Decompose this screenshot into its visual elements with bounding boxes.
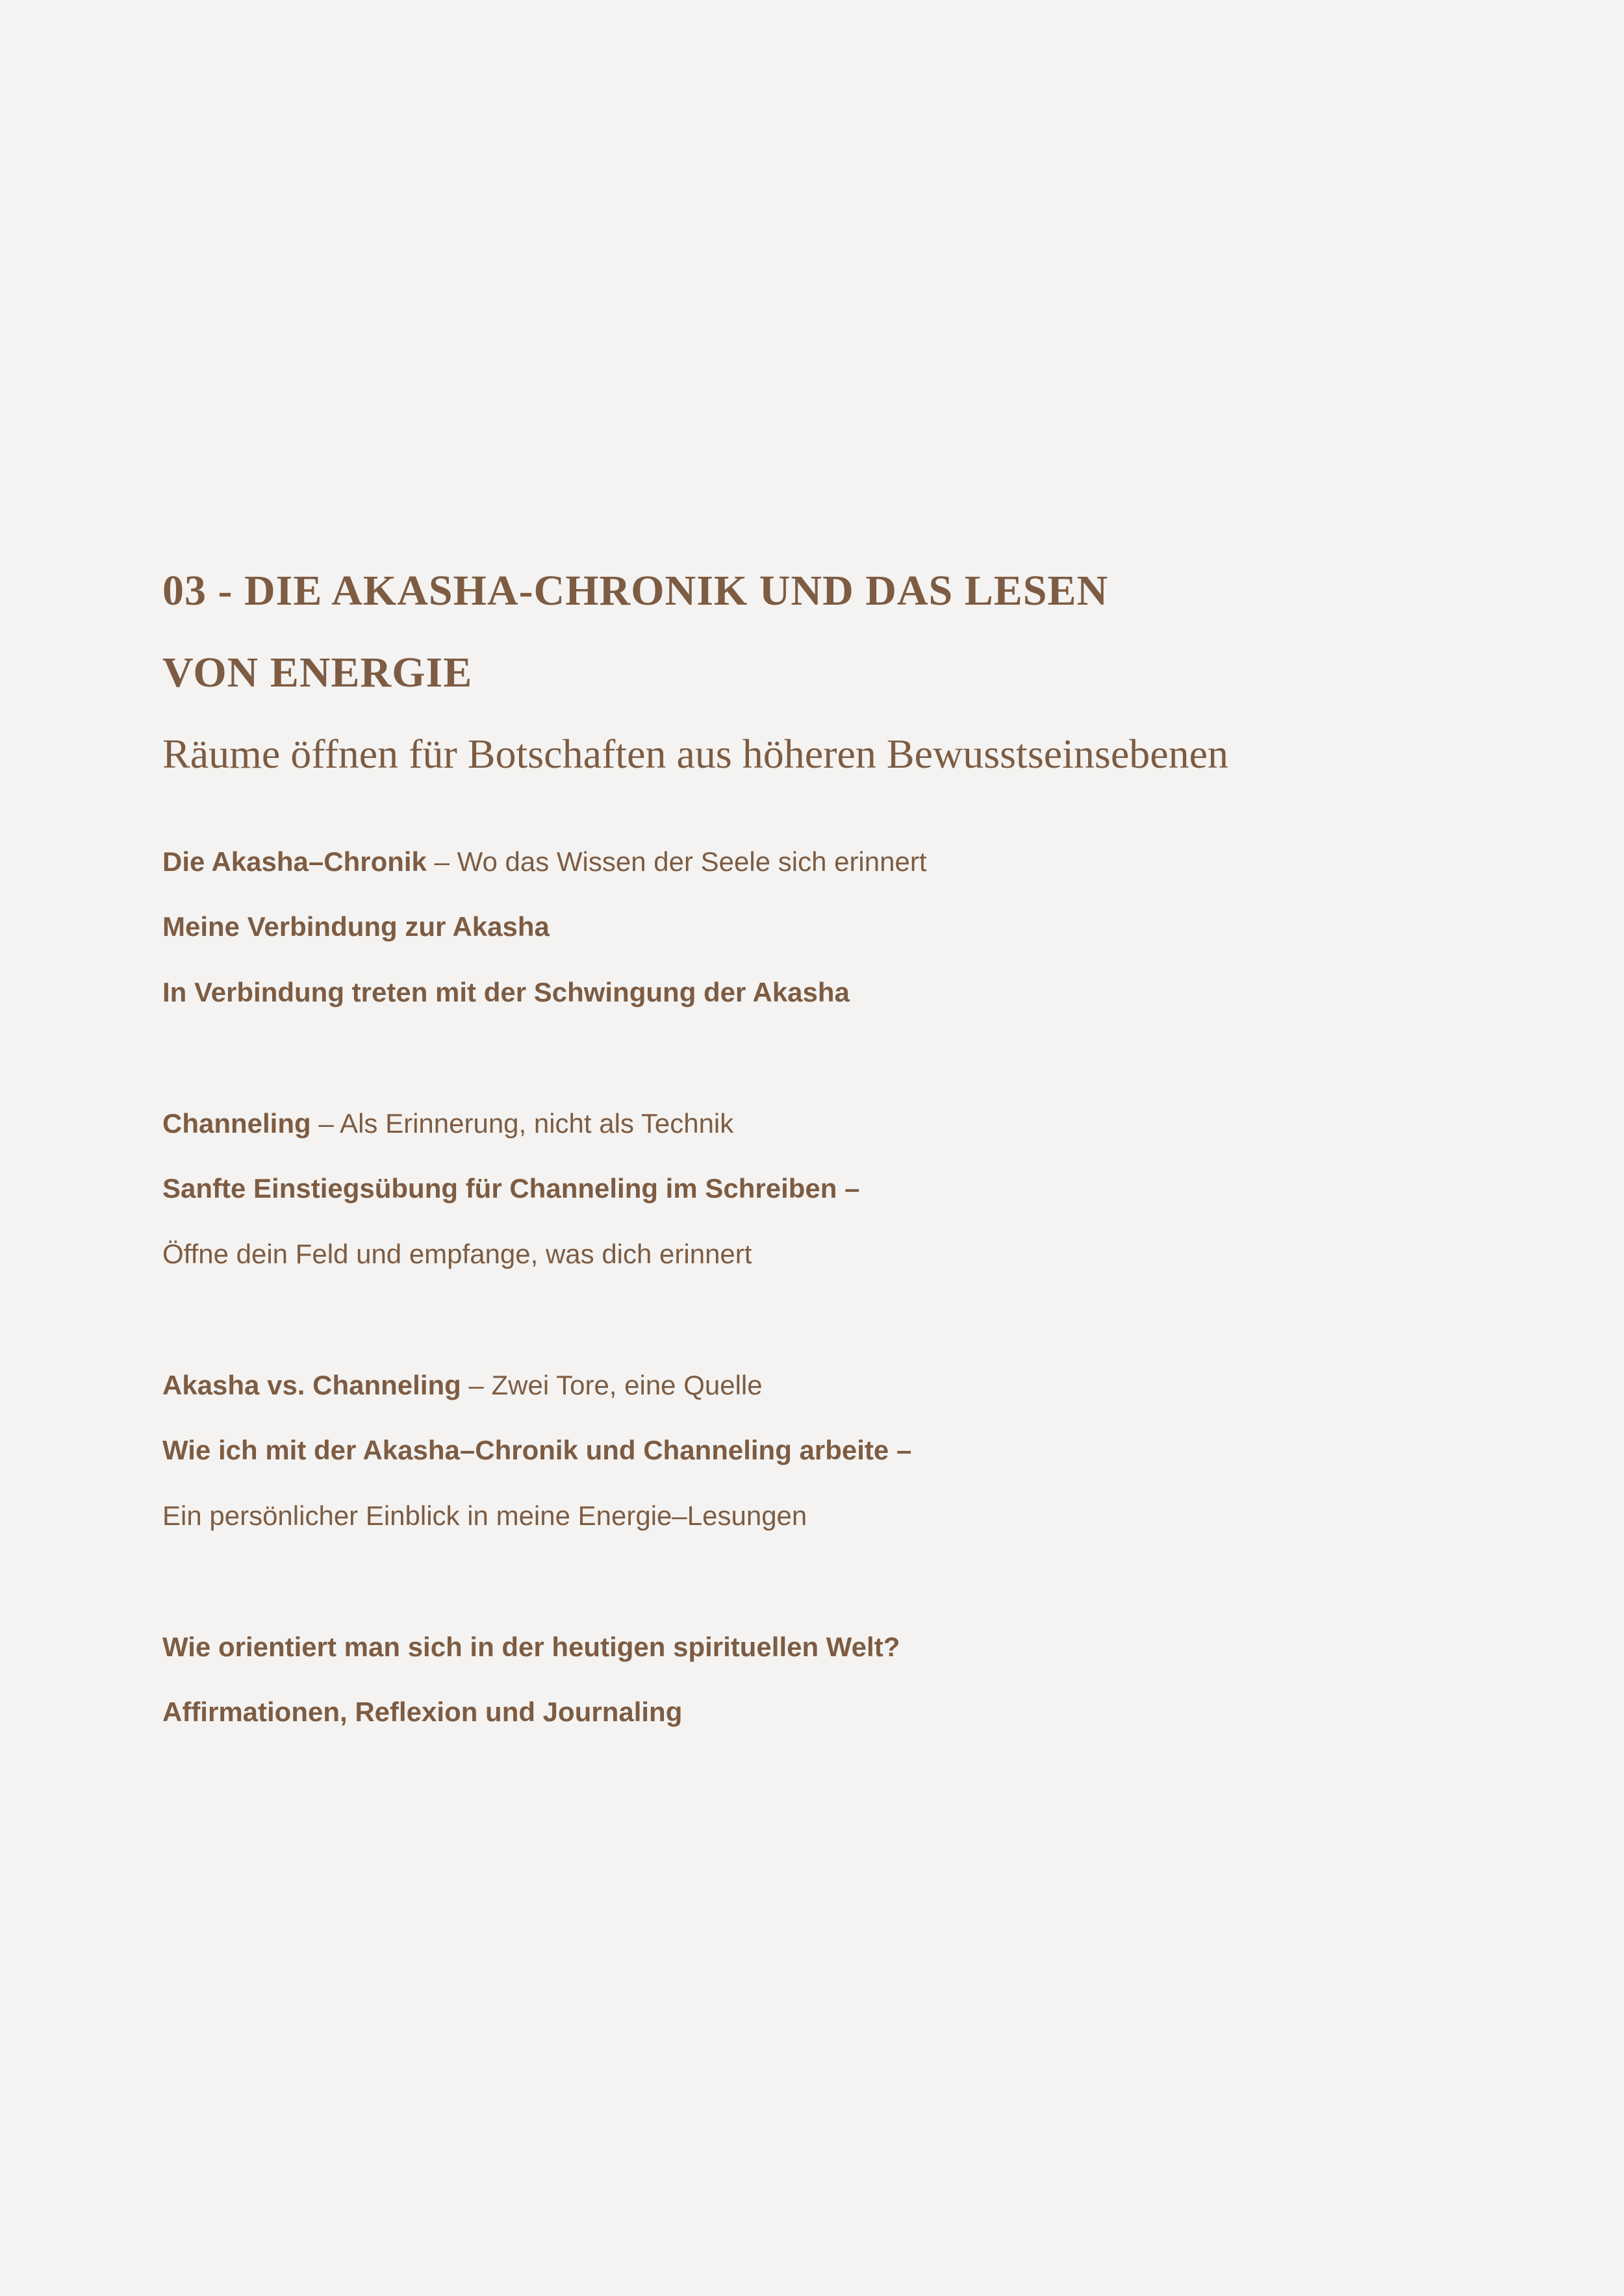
toc-entry-wie-ich-arbeite (162, 1435, 911, 1466)
chapter-title-line-2: VON ENERGIE (162, 649, 473, 696)
toc-entry-bold: Affirmationen, Reflexion und Journaling (162, 1697, 683, 1727)
toc-entry-bold: Die Akasha–Chronik (162, 846, 427, 877)
toc-entry-spirituelle-welt (162, 1632, 900, 1663)
chapter-subtitle: Räume öffnen für Botschaften aus höheren Bewusstseinsebenen (162, 731, 1229, 777)
toc-entry-einstiegsuebung-subline (162, 1239, 752, 1270)
toc-entry-bold: In Verbindung treten mit der Schwingung der Akasha (162, 977, 850, 1007)
toc-entry-bold: Channeling (162, 1108, 311, 1139)
toc-entry-bold: Meine Verbindung zur Akasha (162, 911, 550, 942)
toc-entry-bold: Wie ich mit der Akasha–Chronik und Channeling arbeite – (162, 1435, 912, 1465)
toc-entry-bold: Akasha vs. Channeling (162, 1370, 461, 1400)
chapter-title-line-1: 03 - DIE AKASHA-CHRONIK UND DAS LESEN (162, 567, 1109, 614)
toc-entry-affirmationen (162, 1697, 682, 1728)
toc-entry-bold: Wie orientiert man sich in der heutigen spirituellen Welt? (162, 1632, 900, 1662)
toc-entry-einstiegsuebung (162, 1173, 859, 1204)
toc-entry-akasha-chronik (162, 846, 927, 877)
toc-entry-akasha-vs-channeling (162, 1370, 763, 1401)
toc-entry-schwingung-akasha (162, 977, 850, 1008)
toc-entry-text: Ein persönlicher Einblick in meine Energie–Lesungen (162, 1500, 807, 1531)
toc-entry-text: – Wo das Wissen der Seele sich erinnert (426, 846, 927, 877)
toc-entry-verbindung-akasha (162, 911, 550, 942)
toc-entry-text: – Zwei Tore, eine Quelle (461, 1370, 763, 1400)
toc-entry-text: – Als Erinnerung, nicht als Technik (311, 1108, 734, 1139)
toc-entry-wie-ich-arbeite-subline (162, 1500, 807, 1532)
toc-entry-text: Öffne dein Feld und empfange, was dich erinnert (162, 1239, 752, 1269)
toc-entry-bold: Sanfte Einstiegsübung für Channeling im Schreiben – (162, 1173, 860, 1204)
toc-entry-channeling (162, 1108, 733, 1139)
